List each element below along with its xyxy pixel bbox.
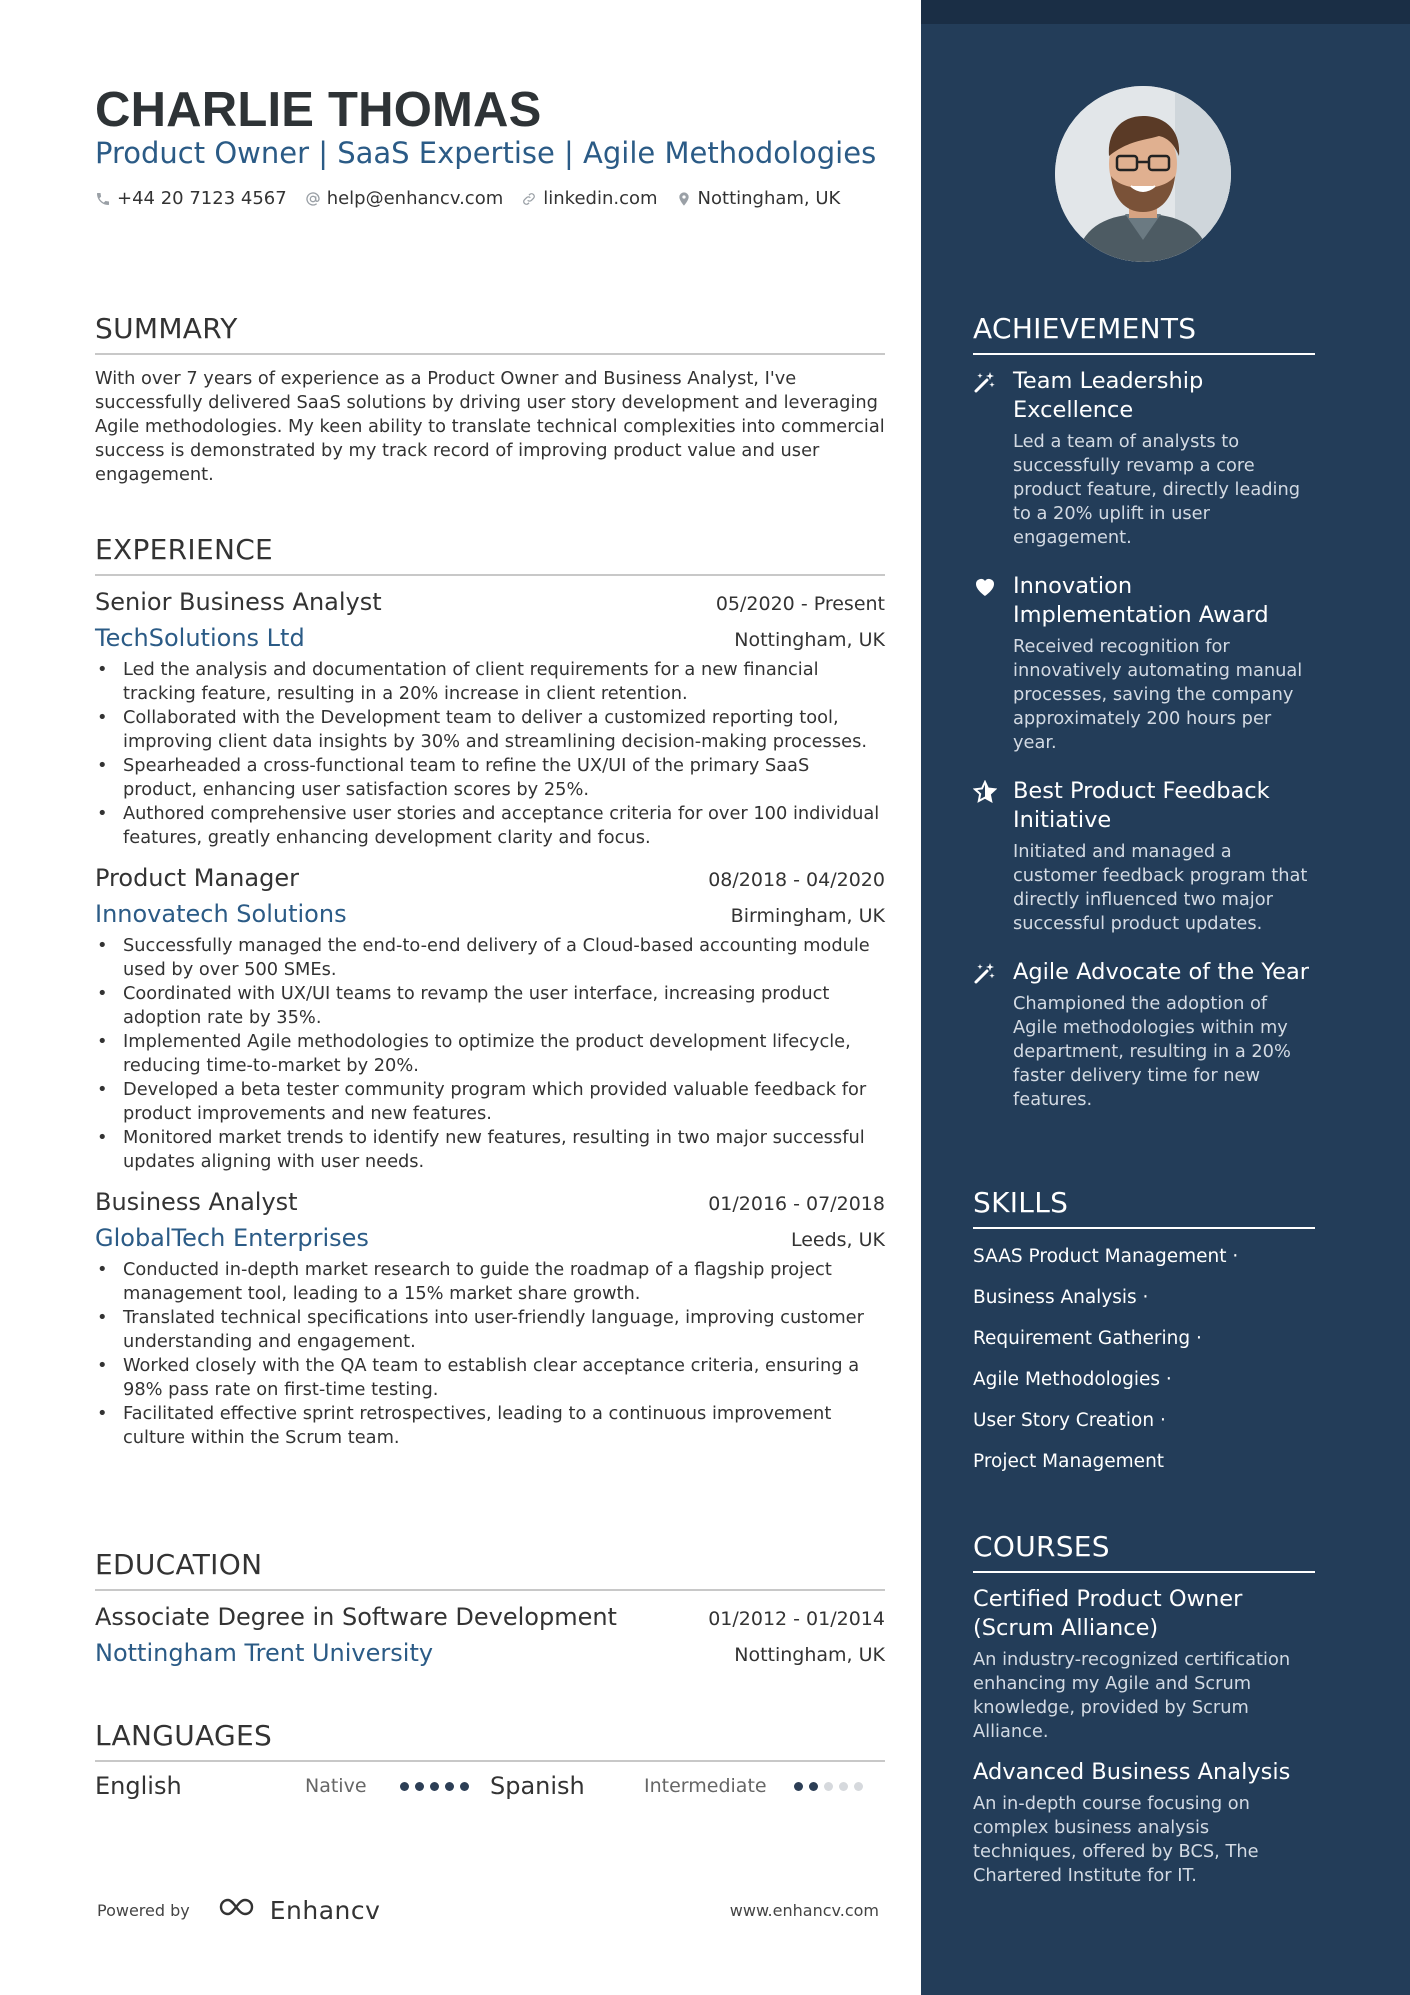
job-bullets <box>95 934 885 1174</box>
course-desc: An industry-recognized certification enhancing my Agile and Scrum knowledge, provided by Scrum Alliance. <box>973 1649 1291 1742</box>
site-link[interactable]: www.enhancv.com <box>729 1900 879 1920</box>
linkedin-text: linkedin.com <box>543 188 658 209</box>
magic-wand-icon <box>973 370 999 396</box>
degree-title: Associate Degree in Software Development <box>95 1603 617 1631</box>
rating-dot-empty <box>839 1782 848 1791</box>
skill-item: Agile Methodologies · <box>973 1369 1172 1390</box>
job-company: Innovatech Solutions <box>95 900 347 928</box>
achievement-body <box>1013 958 1315 1122</box>
job-bullet: • Successfully managed the end-to-end delivery of a Cloud-based accounting module used by over 500 SMEs. <box>95 934 885 982</box>
job-bullet: • Developed a beta tester community program which provided valuable feedback for product improvements and new features. <box>95 1078 885 1126</box>
achievement-body <box>1013 367 1315 560</box>
rating-dot-filled <box>400 1782 409 1791</box>
job-entry <box>95 864 885 1174</box>
school-location: Nottingham, UK <box>734 1644 885 1666</box>
job-bullet: • Translated technical specifications into user-friendly language, improving customer understanding and engagement. <box>95 1306 885 1354</box>
language-level: Intermediate <box>644 1775 767 1797</box>
job-company: GlobalTech Enterprises <box>95 1224 369 1252</box>
languages-row <box>95 1772 885 1800</box>
skill-item: Project Management <box>973 1451 1165 1472</box>
job-bullet: • Monitored market trends to identify new features, resulting in two major successful updates aligning with user needs. <box>95 1126 885 1174</box>
job-dates: 05/2020 - Present <box>715 593 885 615</box>
achievement-item <box>973 958 1315 1122</box>
rating-dot-filled <box>415 1782 424 1791</box>
achievement-title: Agile Advocate of the Year <box>1013 959 1310 985</box>
rating-dot-filled <box>445 1782 454 1791</box>
job-location: Birmingham, UK <box>730 905 885 927</box>
achievement-desc: Received recognition for innovatively automating manual processes, saving the company approximately 200 hours per year. <box>1013 636 1303 753</box>
language-name: English <box>95 1772 182 1800</box>
course-title: Advanced Business Analysis <box>973 1759 1291 1785</box>
job-role: Product Manager <box>95 864 299 892</box>
achievement-item <box>973 777 1315 946</box>
job-location: Leeds, UK <box>790 1229 885 1251</box>
education-heading: EDUCATION <box>95 1548 885 1591</box>
course-desc: An in-depth course focusing on complex business analysis techniques, offered by BCS, The Chartered Institute for IT. <box>973 1793 1259 1886</box>
achievement-title: Best Product Feedback Initiative <box>1013 778 1270 833</box>
skill-item: Business Analysis · <box>973 1287 1149 1308</box>
skill-item: User Story Creation · <box>973 1410 1166 1431</box>
link-icon <box>521 191 537 207</box>
job-bullet: • Collaborated with the Development team to deliver a customized reporting tool, improving client data insights by 30% and streamlining decision-making processes. <box>95 706 885 754</box>
star-icon <box>973 780 999 806</box>
skill-item: SAAS Product Management · <box>973 1246 1239 1267</box>
candidate-name: CHARLIE THOMAS <box>95 83 542 137</box>
job-bullet: • Authored comprehensive user stories and acceptance criteria for over 100 individual features, greatly enhancing development clarity and focus. <box>95 802 885 850</box>
achievements-heading: ACHIEVEMENTS <box>973 312 1315 355</box>
rating-dot-filled <box>794 1782 803 1791</box>
course-title: Certified Product Owner (Scrum Alliance) <box>973 1586 1243 1641</box>
summary-heading: SUMMARY <box>95 312 885 355</box>
candidate-title: Product Owner | SaaS Expertise | Agile Methodologies <box>95 136 877 170</box>
brand-name: Enhancv <box>269 1895 381 1925</box>
rating-dot-filled <box>430 1782 439 1791</box>
experience-heading: EXPERIENCE <box>95 533 885 576</box>
job-bullet: • Spearheaded a cross-functional team to refine the UX/UI of the primary SaaS product, enhancing user satisfaction scores by 25%. <box>95 754 885 802</box>
job-location: Nottingham, UK <box>734 629 885 651</box>
magic-wand-icon <box>973 961 999 987</box>
achievement-desc: Championed the adoption of Agile methodologies within my department, resulting in a 20% faster delivery time for new features. <box>1013 993 1291 1110</box>
job-bullet: • Led the analysis and documentation of client requirements for a new financial tracking feature, resulting in a 20% increase in client retention. <box>95 658 885 706</box>
skills-heading: SKILLS <box>973 1186 1315 1229</box>
phone-icon <box>95 191 111 207</box>
summary-section <box>95 312 885 487</box>
achievement-item <box>973 367 1315 560</box>
courses-heading: COURSES <box>973 1530 1315 1573</box>
job-role: Business Analyst <box>95 1188 298 1216</box>
infinity-logo-icon <box>216 1895 262 1925</box>
phone-text: +44 20 7123 4567 <box>117 188 287 209</box>
location-pin-icon <box>676 191 692 207</box>
achievement-title: Innovation Implementation Award <box>1013 573 1269 628</box>
sidebar-top-bar <box>921 0 1410 24</box>
job-bullet: • Conducted in-depth market research to guide the roadmap of a flagship project management tool, leading to a 15% market share growth. <box>95 1258 885 1306</box>
contact-phone[interactable] <box>95 188 287 209</box>
language-rating <box>794 1782 863 1791</box>
achievements-section <box>973 312 1315 1122</box>
sidebar <box>921 0 1410 1995</box>
job-bullets <box>95 658 885 850</box>
job-role: Senior Business Analyst <box>95 588 382 616</box>
language-name: Spanish <box>490 1772 585 1800</box>
achievement-title: Team Leadership Excellence <box>1013 368 1204 423</box>
achievement-body <box>1013 777 1315 946</box>
heart-icon <box>973 575 999 601</box>
contact-bar <box>95 188 840 209</box>
job-company: TechSolutions Ltd <box>95 624 305 652</box>
email-text: help@enhancv.com <box>326 188 504 209</box>
achievement-desc: Led a team of analysts to successfully revamp a core product feature, directly leading to a 20% uplift in user engagement. <box>1013 431 1301 548</box>
job-entry <box>95 588 885 850</box>
languages-section <box>95 1719 885 1800</box>
footer <box>97 1895 879 1925</box>
achievement-item <box>973 572 1315 765</box>
contact-location <box>676 188 841 209</box>
courses-section <box>973 1530 1315 1902</box>
skill-item: Requirement Gathering · <box>973 1328 1202 1349</box>
at-icon <box>305 191 321 207</box>
summary-text: With over 7 years of experience as a Product Owner and Business Analyst, I've successfully delivered SaaS solutions by driving user story development and leveraging Agile methodologies. My keen ability to translate technical complexities into commercial success is demonstrated by my track record of improving product value and user engagement. <box>95 368 885 485</box>
rating-dot-filled <box>460 1782 469 1791</box>
job-dates: 01/2016 - 07/2018 <box>708 1193 885 1215</box>
course-item <box>973 1758 1315 1888</box>
location-text: Nottingham, UK <box>697 188 841 209</box>
profile-photo <box>1055 86 1231 262</box>
job-bullet: • Implemented Agile methodologies to optimize the product development lifecycle, reducing time-to-market by 20%. <box>95 1030 885 1078</box>
powered-by-label: Powered by <box>97 1900 190 1920</box>
course-item <box>973 1585 1315 1744</box>
job-bullets <box>95 1258 885 1450</box>
skills-section <box>973 1186 1315 1475</box>
rating-dot-empty <box>854 1782 863 1791</box>
job-bullet: • Coordinated with UX/UI teams to revamp the user interface, increasing product adoption rate by 35%. <box>95 982 885 1030</box>
achievement-desc: Initiated and managed a customer feedback program that directly influenced two major successful product updates. <box>1013 841 1308 934</box>
school-name: Nottingham Trent University <box>95 1639 434 1667</box>
brand-logo[interactable] <box>216 1895 381 1925</box>
rating-dot-empty <box>824 1782 833 1791</box>
job-entry <box>95 1188 885 1450</box>
achievement-body <box>1013 572 1315 765</box>
powered-by <box>97 1895 380 1925</box>
job-bullet: • Facilitated effective sprint retrospectives, leading to a continuous improvement culture within the Scrum team. <box>95 1402 885 1450</box>
language-item <box>95 1772 490 1800</box>
rating-dot-filled <box>809 1782 818 1791</box>
experience-section <box>95 533 885 1450</box>
languages-heading: LANGUAGES <box>95 1719 885 1762</box>
language-level: Native <box>305 1775 367 1797</box>
language-item <box>490 1772 885 1800</box>
education-dates: 01/2012 - 01/2014 <box>708 1608 885 1630</box>
education-section <box>95 1548 885 1667</box>
job-bullet: • Worked closely with the QA team to establish clear acceptance criteria, ensuring a 98% pass rate on first-time testing. <box>95 1354 885 1402</box>
job-dates: 08/2018 - 04/2020 <box>708 869 885 891</box>
contact-email[interactable] <box>305 188 504 209</box>
language-rating <box>400 1782 469 1791</box>
contact-linkedin[interactable] <box>521 188 657 209</box>
